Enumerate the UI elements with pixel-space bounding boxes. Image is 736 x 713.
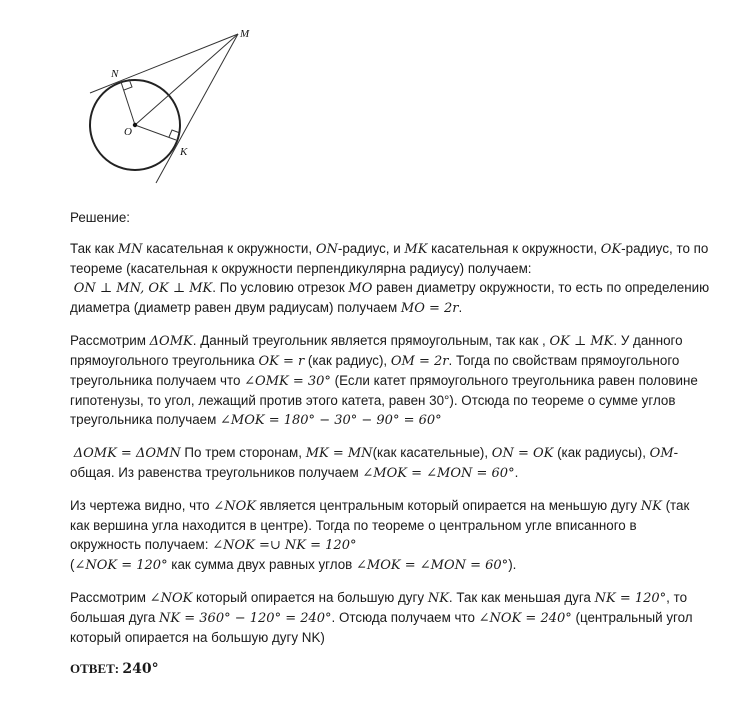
math: MO = 2r [400,301,459,316]
text: является центральным который опирается на меньшую дугу [255,498,641,513]
solution-heading: Решение: [70,210,131,225]
text: (центральный угол который опирается на большую дугу NK) [70,610,693,645]
math: MN [117,242,143,257]
math: MK = MN [305,446,373,461]
math: ON ⊥ MN, OK ⊥ MK [73,281,213,296]
text: . У данного прямоугольного треугольника [70,333,683,368]
text: который опирается на большую дугу [192,590,428,605]
math: ∠NOK [149,591,193,606]
text: , то большая дуга [70,590,688,625]
math: ∠MOK = ∠MON = 60° [362,466,515,481]
math: OK = r [258,354,305,369]
text: Рассмотрим [70,590,150,605]
math: ∠NOK = 120° [74,558,168,573]
text: . По условию отрезок [212,280,349,295]
text: . [458,300,463,315]
paragraph-1 [70,239,710,318]
text: (как касательные), [372,445,492,460]
text: Так как [70,241,118,256]
math: ∠OMK = 30° [244,374,331,389]
paragraph-4 [70,496,710,575]
math: MO [348,281,373,296]
geometry-figure [80,20,280,190]
label-o: O [124,126,132,138]
solution-text [70,208,710,679]
math: ∠MOK = ∠MON = 60° [356,558,509,573]
text: как сумма двух равных углов [167,557,357,572]
text: . Отсюда получаем что [331,610,479,625]
label-m: M [240,28,250,40]
text: (как радиус), [304,353,391,368]
text: . Данный треугольник является прямоугольным, так как , [192,333,550,348]
math: ON = OK [491,446,554,461]
label-k: K [180,146,188,158]
paragraph-5 [70,588,710,647]
math: ΔOMK = ΔOMN [73,446,181,461]
text: ). [508,557,517,572]
math: OM [649,446,674,461]
math: MK [404,242,428,257]
label-n: N [111,68,119,80]
text: касательная к окружности, [427,241,601,256]
math: ON [315,242,338,257]
answer [70,659,710,679]
text: . [514,465,519,480]
text: равен диаметру окружности, то есть по определению диаметра (диаметр равен двум радиусам) получаем [70,280,710,315]
math: NK = 360° − 120° = 240° [159,611,332,626]
math: ∠MOK = 180° − 30° − 90° = 60° [220,413,442,428]
math: OM = 2r [390,354,449,369]
paragraph-3 [70,443,710,483]
tangent-mn [90,34,238,93]
text: Рассмотрим [70,333,150,348]
segment-mo [135,34,238,125]
paragraph-2 [70,331,710,430]
text: -радиус, и [337,241,405,256]
math: OK ⊥ MK [549,334,614,349]
math: NK [427,591,449,606]
answer-label: ОТВЕТ: [70,661,123,676]
math: ∠NOK =∪ NK = 120° [212,538,357,553]
math: NK [640,499,662,514]
radius-ok [135,125,176,140]
text: касательная к окружности, [142,241,316,256]
text: . Так как меньшая дуга [448,590,595,605]
math: ∠NOK = 240° [478,611,572,626]
text: (Если катет прямоугольного треугольника равен половине гипотенузы, то угол, лежащий против этого катета, равен 30°). Отсюда по теореме о сумме углов треугольника получаем [70,373,698,427]
text: -общая. Из равенства треугольников получаем [70,445,679,480]
math: ∠NOK [213,499,256,514]
text: Из чертежа видно, что [70,498,214,513]
text: По трем сторонам, [180,445,306,460]
math: ΔOMK [149,334,193,349]
answer-value: 240° [122,661,159,677]
text: (как радиусы), [553,445,650,460]
text: -радиус, то по теореме (касательная к окружности перпендикулярна радиусу) получаем: [70,241,709,276]
text: (так как вершина угла находится в центре). Тогда по теореме о центральном угле вписанного в окружность получаем: [70,498,690,552]
text: . Тогда по свойствам прямоугольного треугольника получаем что [70,353,680,388]
text: ( [70,557,75,572]
tangent-mk [156,34,238,183]
center-point [133,123,137,127]
math: OK [600,242,622,257]
math: NK = 120° [594,591,667,606]
